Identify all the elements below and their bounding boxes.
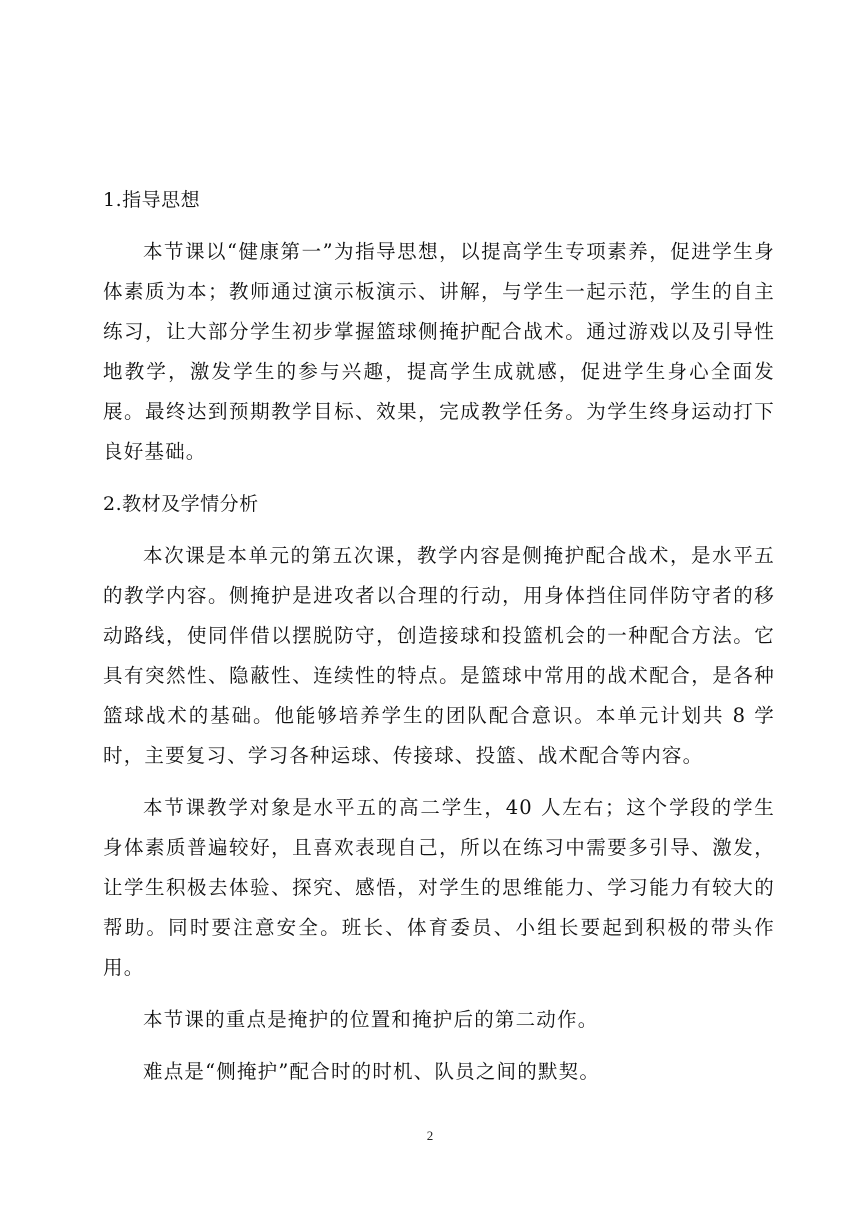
section-heading-material-analysis: 2.教材及学情分析 bbox=[103, 493, 259, 515]
paragraph-difficulty: 难点是“侧掩护”配合时的时机、队员之间的默契。 bbox=[143, 1060, 601, 1083]
section-heading-guiding-ideology: 1.指导思想 bbox=[103, 189, 201, 211]
paragraph-key-point: 本节课的重点是掩护的位置和掩护后的第二动作。 bbox=[143, 1008, 599, 1031]
paragraph-guiding-ideology: 本节课以“健康第一”为指导思想，以提高学生专项素养，促进学生身体素质为本；教师通过演示板演示、讲解，与学生一起示范，学生的自主练习，让大部分学生初步掌握篮球侧掩护配合战术。通过游戏以及引导性地教学，激发学生的参与兴趣，提高学生成就感，促进学生身心全面发展。最终达到预期教学目标、效果，完成教学任务。为学生终身运动打下良好基础。 bbox=[103, 240, 775, 463]
document-body bbox=[103, 180, 775, 1104]
paragraph-student-analysis: 本节课教学对象是水平五的高二学生，40 人左右；这个学段的学生身体素质普遍较好，且喜欢表现自己，所以在练习中需要多引导、激发，让学生积极去体验、探究、感悟，对学生的思维能力、学习能力有较大的帮助。同时要注意安全。班长、体育委员、小组长要起到积极的带头作用。 bbox=[103, 796, 775, 979]
page-number: 2 bbox=[426, 1128, 434, 1143]
paragraph-course-content: 本次课是本单元的第五次课，教学内容是侧掩护配合战术，是水平五的教学内容。侧掩护是进攻者以合理的行动，用身体挡住同伴防守者的移动路线，使同伴借以摆脱防守，创造接球和投篮机会的一种配合方法。它具有突然性、隐蔽性、连续性的特点。是篮球中常用的战术配合，是各种篮球战术的基础。他能够培养学生的团队配合意识。本单元计划共 8 学时，主要复习、学习各种运球、传接球、投篮、战术配合等内容。 bbox=[103, 544, 775, 767]
